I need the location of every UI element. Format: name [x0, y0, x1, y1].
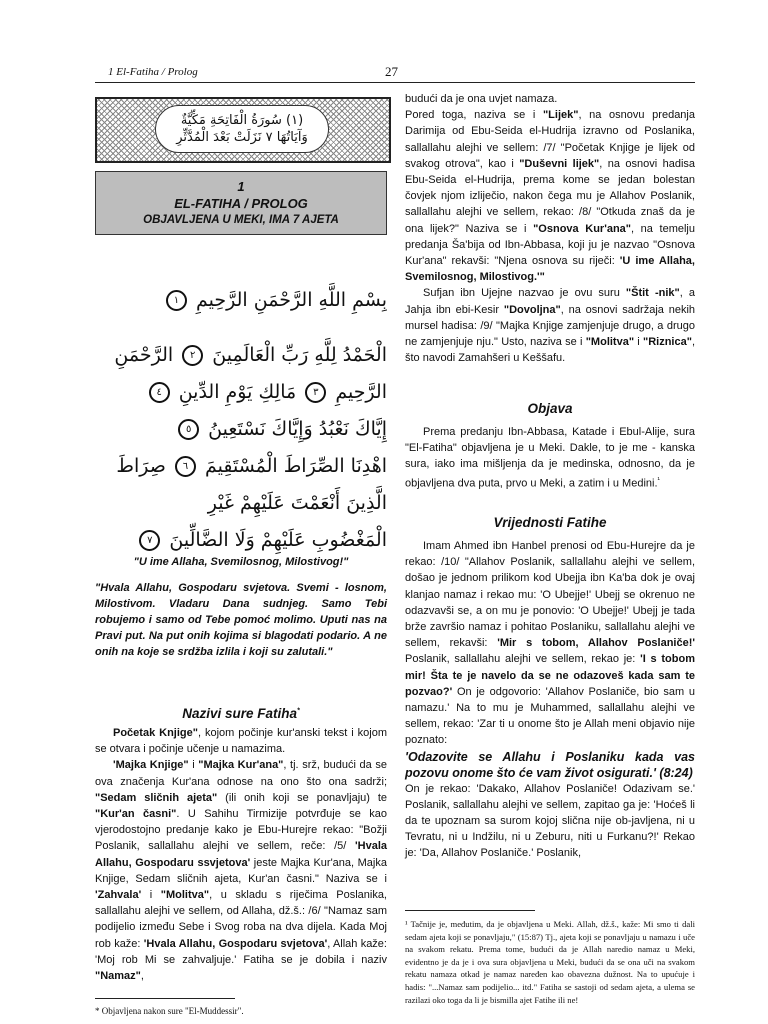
- arabic-text-block: [95, 282, 387, 559]
- ayah-number-marker: ٣: [305, 382, 326, 403]
- nazivi-continued: budući da je ona uvjet namaza. Pored toga, naziva se i "Lijek", na osnovu predanja Darimija od Ebu-Seida el-Hudrija izravno od Poslanika, sallallahu alejhi ve sellem: /7/ "Početak Knjige je lijek od svakog otrova", kao i "Duševni lijek", na osnovi hadisa Ebu-Seida el-Hudrija, prema kome se jedan bolestan čovjek njom izliječio, nakon čega mu je Allahov Poslanik, sallallahu alejhi ve sellem, rekao: /8/ "Otkuda znaš da je ona lijek?" Naziva se i "Osnova Kur'ana", na temelju predanja Ša'bija od Ibn-Abbasa, koji ju je nazvao "Osnova Kur'ana" rekavši: "Njena osnova su riječi: 'U ime Allaha, Svemilosnog, Milostivog.'" Sufjan ibn Ujejne nazvao je ovu suru "Štit -nik", a Jahja ibn ebi-Kesir "Dovoljna", na osnovi sadržaja nekih mursel hadisa: /9/ "Majka Knjige zamjenjuje drugo, a drugo ne zamjenjuje nju." Usto, naziva se i "Molitva" i "Riznica", što navodi Zamahšeri u Keššafu.: [405, 91, 695, 366]
- ayah-line: بِسْمِ اللَّهِ الرَّحْمَنِ الرَّحِيمِ ١: [95, 282, 387, 319]
- paragraph: Pored toga, naziva se i "Lijek", na osnovu predanja Darimija od Ebu-Seida el-Hudrija izravno od Poslanika, sallallahu alejhi ve sellem: /7/ "Početak Knjige je lijek od svakog otrova", kao i "Duševni lijek", na osnovi hadisa Ebu-Seida el-Hudrija, prema kome se jedan bolestan čovjek njom izliječio, nakon čega mu je Allahov Poslanik, sallallahu alejhi ve sellem, rekao: /8/ "Otkuda znaš da je ona lijek?" Naziva se i "Osnova Kur'ana", na temelju predanja Ša'bija od Ibn-Abbasa, koji ju je nazvao "Osnova Kur'ana" rekavši: "Njena osnova su riječi: 'U ime Allaha, Svemilosnog, Milostivog.'": [405, 109, 696, 284]
- paragraph: On je rekao: 'Dakako, Allahov Poslaniče! Odazivam se.' Poslanik, sallallahu alejhi ve sellem, zapitao ga je: 'Hoćeš li da te upoznam sa surom kojoj slična nije ob-javljena, ni u Tevratu, ni u Indžilu, ni u Zeburu, niti u Furkanu?!' Rekao je: 'Da, Allahov Poslaniče.' Poslanik,: [405, 782, 695, 860]
- vrijednosti-body: [405, 538, 695, 862]
- bismillah-translation: "U ime Allaha, Svemilosnog, Milostivog!": [133, 556, 349, 568]
- chapter-title: EL-FATIHA / PROLOG: [174, 196, 308, 211]
- footnote-marker: ¹: [657, 476, 660, 484]
- ayah-line: الَّذِينَ أَنْعَمْتَ عَلَيْهِمْ غَيْرِ: [207, 492, 387, 514]
- section-heading-objava: Objava: [527, 401, 573, 416]
- page-number: 27: [385, 64, 398, 79]
- ayah-number-marker: ٥: [178, 419, 199, 440]
- footnote-rule: [405, 910, 535, 911]
- surah-banner-cartouche: [155, 105, 329, 153]
- quran-quote: 'Odazovite se Allahu i Poslaniku kada vas pozovu onome što će vam život osigurati.' (8:24): [405, 749, 695, 780]
- chapter-title-box: [95, 171, 387, 235]
- paragraph: Imam Ahmed ibn Hanbel prenosi od Ebu-Hurejre da je rekao: /10/ "Allahov Poslanik, sallallahu alejhi ve sellem, došao je jednom prilikom kod Ubejja ibn Ka'ba dok je ovaj klanjao namaz i rekao mu: 'O Ubejje!' Ubejj se okrenuo ne odazvavši se, a on mu je ponovio: 'O Ubejje!' Ubejj je tada brže završio namaz i pohitao Poslaniku, sallallahu alejhi ve sellem, rekavši: 'Mir s tobom, Allahov Poslaniče!' Poslanik, sallallahu alejhi ve sellem, rekao je: 'I s tobom mir! Šta te je navelo da se ne odazoveš kada sam te pozvao?' On je odgovorio: 'Allahov Poslaniče, bio sam u namazu.' Na to mu je Muhammed, sallallahu alejhi ve sellem, rekao: 'Zar ti u onome što je Allah meni objavio nije poznato:: [405, 540, 696, 747]
- nazivi-body: [95, 725, 387, 984]
- ayah-line: اهْدِنَا الصِّرَاطَ الْمُسْتَقِيمَ ٦ صِرَاطَ: [116, 455, 387, 477]
- objava-body: [405, 424, 695, 491]
- running-title: 1 El-Fatiha / Prolog: [108, 66, 198, 78]
- footnote-rule: [95, 998, 235, 999]
- ayah-number-marker: ٧: [139, 530, 160, 551]
- ayah-number-marker: ١: [166, 290, 187, 311]
- ayah-number-marker: ٢: [182, 345, 203, 366]
- paragraph: Sufjan ibn Ujejne nazvao je ovu suru "Štit -nik", a Jahja ibn ebi-Kesir "Dovoljna", na osnovi sadržaja nekih mursel hadisa: /9/ "Majka Knjige zamjenjuje drugo, a drugo ne zamjenjuje nju." Usto, naziva se i "Molitva" i "Riznica", što navodi Zamahšeri u Keššafu.: [405, 287, 695, 365]
- ayah-line: الْمَغْضُوبِ عَلَيْهِمْ وَلَا الضَّالِّينَ ٧: [95, 522, 387, 559]
- ayah-line: الْحَمْدُ لِلَّهِ رَبِّ الْعَالَمِينَ ٢ الرَّحْمَنِ: [114, 344, 387, 366]
- surah-banner: [95, 97, 391, 163]
- fatiha-translation: "Hvala Allahu, Gospodaru svjetova. Svemi - losnom, Milostivom. Vladaru Dana sudnjeg. Samo Tebi robujemo i samo od Tebe pomoć molimo. Uputi nas na Pravi put. Na put onih kojima si blagodati podario. A ne onih na koje se srdžba izlila i koji su zalutali.": [95, 582, 387, 658]
- footnote-left: * Objavljena nakon sure "El-Muddessir".: [95, 1006, 244, 1016]
- ayah-number-marker: ٦: [175, 456, 196, 477]
- chapter-subtitle: OBJAVLJENA U MEKI, IMA 7 AJETA: [143, 214, 339, 226]
- footnote-marker: *: [297, 707, 300, 715]
- section-heading-nazivi: Nazivi sure Fatiha*: [182, 706, 300, 721]
- header-rule: [95, 82, 695, 83]
- ayah-line: إِيَّاكَ نَعْبُدُ وَإِيَّاكَ نَسْتَعِينُ ٥: [95, 411, 387, 448]
- paragraph: Početak Knjige", kojom počinje kur'anski tekst i kojom se otvara i počinje učenje u namazima.: [95, 727, 387, 756]
- chapter-number: 1: [237, 179, 245, 194]
- paragraph: 'Majka Knjige" i "Majka Kur'ana", tj. srž, budući da se ova značenja Kur'ana odnose na ono što ona sadrži; "Sedam sličnih ajeta" (ili onih koji se ponavljaju) te "Kur'an časni". U Sahihu Tirmizije potvrđuje se kao vjerodostojno predanje kako je Ebu-Hurejre rekao: "Božji Poslanik, sallallahu alejhi ve sellem, reče: /5/ 'Hvala Allahu, Gospodaru ssvjetova' jeste Majka Kur'ana, Majka Knjige, Sedam sličnih ajeta, Kur'an časni." Naziva se i 'Zahvala' i "Molitva", u skladu s riječima Poslanika, sallallahu alejhi ve sellem, od Allaha, dž.š.: /6/ "Namaz sam podijelio između Sebe i Svog roba na dva dijela. Kada Moj rob kaže: 'Hvala Allahu, Gospodaru svjetova', Allah kaže: 'Moj rob Mi se zahvaljuje.' Fatiha se je dobila i naziv "Namaz",: [95, 759, 388, 983]
- ayah-line: الرَّحِيمِ ٣ مَالِكِ يَوْمِ الدِّينِ ٤: [95, 374, 387, 411]
- banner-arabic-line-2: وَآيَاتُهَا ٧ نَزَلَتْ بَعْدَ الْمُدَّثِّرِ: [176, 130, 308, 145]
- section-heading-vrijednosti: Vrijednosti Fatihe: [493, 515, 607, 530]
- ayah-number-marker: ٤: [149, 382, 170, 403]
- footnote-right: ¹ Tačnije je, međutim, da je objavljena u Meki. Allah, dž.š., kaže: Mi smo ti dali sedam ajeta koji se ponavljaju," (15:87) Tj., ajeta koji se ponavljaju u namazu i uče na svakom rekatu. Prema tome, budući da je Allah naredio namaz u Meki, evidentno je da je i ova sura objavljena u Meki, budući da se ona uči na svakom rekatu namaza otkad je namaz naređen kao obavezna dužnost. Na to upućuje i hadis: "...Namaz sam podijelio... itd." Fatiha se sastoji od sedam ajeta, a ulema se razilazi oko toga da li je bismilla ajet Fatihe ili ne!: [405, 919, 695, 1005]
- banner-arabic-line-1: (١) سُورَةُ الْفَاتِحَةِ مَكِّيَّةٌ: [180, 113, 304, 128]
- paragraph: Prema predanju Ibn-Abbasa, Katade i Ebul-Alije, sura "El-Fatiha" objavljena je u Meki. Dakle, to je me - kanska sura, iako ima mišljenja da je medinska, odnosno, da je objavljena dva puta, prvo u Meki, a zatim i u Medini.$^{^1}$: [405, 426, 695, 490]
